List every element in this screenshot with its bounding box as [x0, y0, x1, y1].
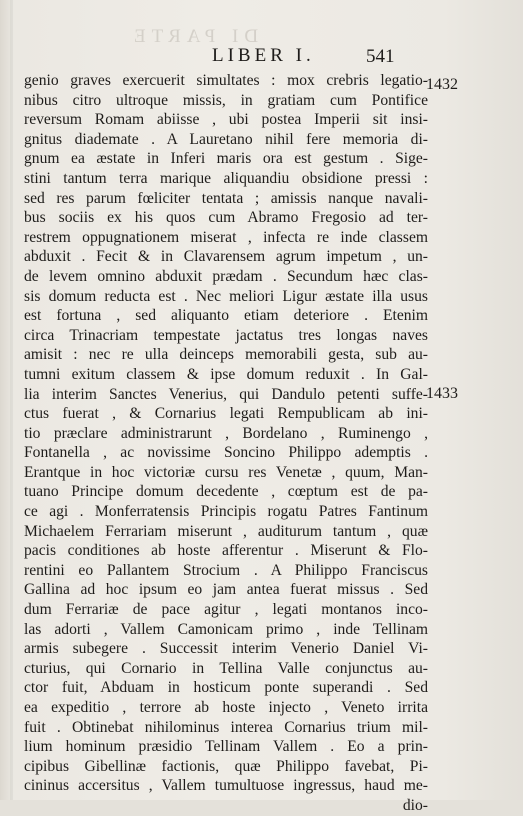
margin-year-note: 1433	[426, 385, 458, 402]
text-line: stini tantum terra marique aliquandiu obsidione pressi :	[24, 169, 428, 187]
text-line: circa Trinacriam tempestate jactatus tres longas naves	[24, 326, 428, 344]
page-number: 541	[366, 46, 395, 67]
gutter-shadow	[10, 0, 13, 800]
text-line: ctor fuit, Abduam in hosticum ponte superandi . Sed	[24, 679, 428, 697]
text-line: pacis conditiones ab hoste afferentur . Miserunt & Flo-	[24, 542, 428, 560]
text-line: est fortuna , sed aliquanto etiam deteriore . Etenim	[24, 307, 428, 325]
text-line: genio graves exercuerit simultates : mox crebris legatio-	[24, 72, 428, 89]
text-line: fuit . Obtinebat nihilominus interea Cornarius trium mil-	[24, 718, 428, 736]
text-line: armis subegere . Successit interim Venerio Daniel Vi-	[24, 640, 428, 658]
text-line: ctus fuerat , & Cornarius legati Rempublicam ab ini-	[24, 405, 428, 423]
text-line: Fontanella , ac novissime Soncino Philippo ademptis .	[24, 444, 428, 462]
text-line: reversum Romam abiisse , ubi postea Imperii sit insi-	[24, 111, 428, 129]
text-line: gnitus diademate . A Lauretano nihil fere memoria di-	[24, 130, 428, 148]
text-line: ea expeditio , terrore ab hoste injecto , Veneto irrita	[24, 699, 428, 716]
text-line: de levem omnino abduxit prædam . Secundum hæc clas-	[24, 267, 428, 285]
text-line: nibus citro ultroque missis, in gratiam cum Pontifice	[24, 91, 428, 109]
text-line: cturius, qui Cornario in Tellina Valle conjunctus au-	[24, 659, 428, 677]
text-line: sed res parum fœliciter tentata ; amissis nanque navali-	[24, 189, 428, 207]
body-text	[24, 71, 428, 816]
catchword: dio-	[402, 796, 428, 814]
show-through-heading: DI PARTE	[128, 26, 259, 47]
text-line: sis domum reducta est . Nec meliori Ligur æstate illa usus	[24, 287, 428, 305]
text-line: tuano Principe domum decedente , cœptum est de pa-	[24, 483, 428, 501]
text-line: tumni exitum classem & ipse domum reduxit . In Gal-	[24, 365, 428, 383]
text-line: Gallina ad hoc ipsum eo jam antea fuerat missus . Sed	[24, 581, 428, 599]
text-line: cininus accersitus , Vallem tumultuose ingressus, haud me-	[24, 777, 428, 795]
text-line: rentini eo Pallantem Strocium . A Philippo Franciscus	[24, 561, 428, 579]
text-line: cipibus Gibellinæ factionis, quæ Philippo favebat, Pi-	[24, 757, 428, 775]
text-line: restrem oppugnationem miserat , infecta re inde classem	[24, 228, 428, 246]
text-line: dum Ferrariæ de pace agitur , legati montanos inco-	[24, 601, 428, 619]
running-title: LIBER I.	[212, 45, 315, 66]
margin-year-note: 1432	[426, 76, 458, 93]
text-line: amisit : nec re ulla deinceps memorabili gesta, sub au-	[24, 346, 428, 364]
text-line: las adorti , Vallem Camonicam primo , inde Tellinam	[24, 620, 428, 638]
text-line: bus sociis ex his quos cum Abramo Fregosio ad ter-	[24, 209, 428, 227]
text-line: ce agi . Monferratensis Principis rogatu Patres Fantinum	[24, 503, 428, 521]
text-line: Erantque in hoc victoriæ cursu res Venetæ , quum, Man-	[24, 463, 428, 481]
text-line: gnum ea æstate in Inferi maris ora est gestum . Sige-	[24, 150, 428, 168]
text-line: Michaelem Ferrariam miserunt , auditurum tantum , quæ	[24, 522, 428, 540]
text-line: tio præclare administrarunt , Bordelano , Ruminengo ,	[24, 424, 428, 442]
text-line: lia interim Sanctes Venerius, qui Dandulo petenti suffe-	[24, 385, 428, 403]
text-line: lium hominum præsidio Tellinam Vallem . Eo a prin-	[24, 738, 428, 756]
text-line: abduxit . Fecit & in Clavarensem agrum impetum , un-	[24, 248, 428, 266]
